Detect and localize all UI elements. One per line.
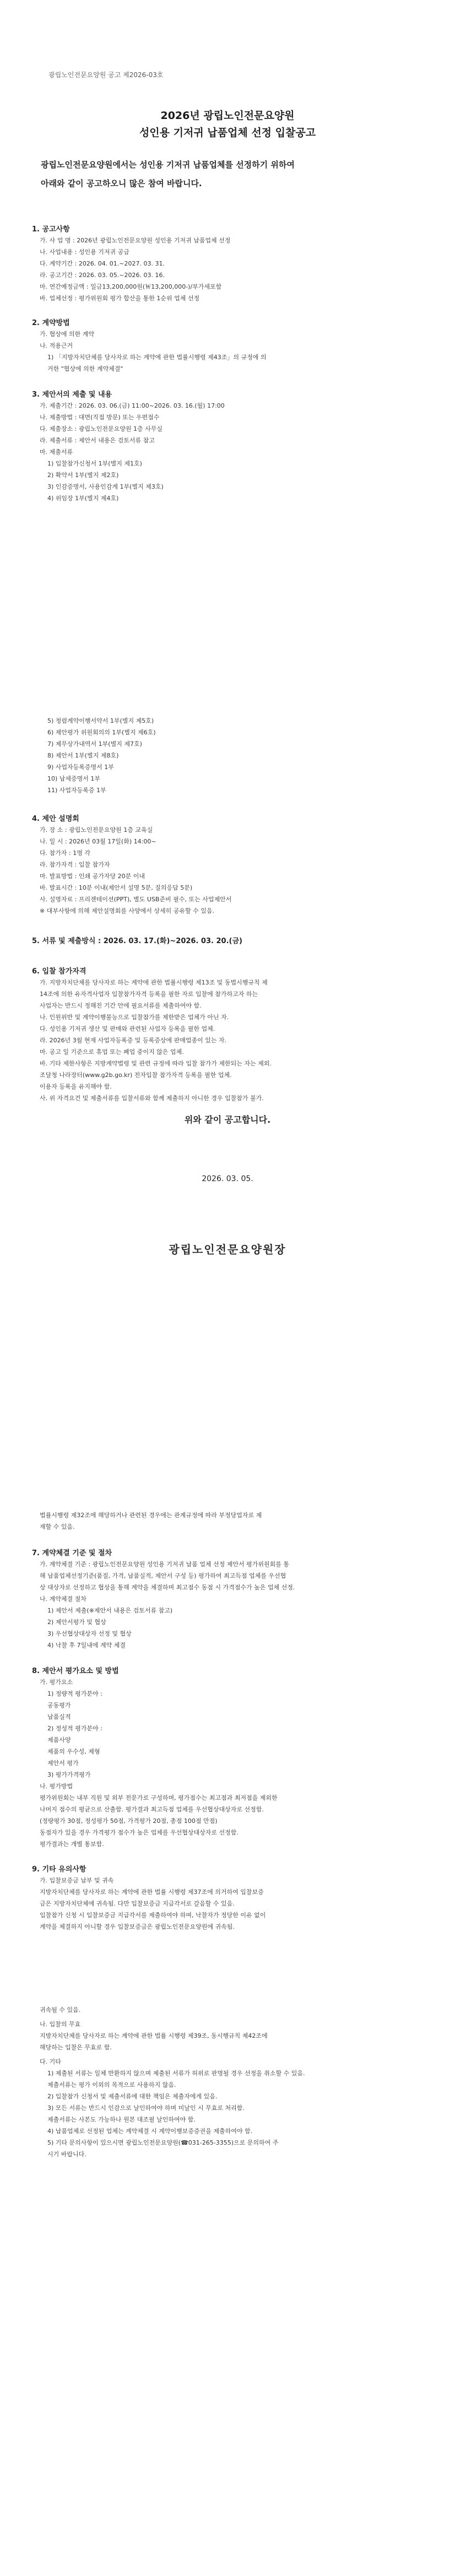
document-page-2 <box>0 600 455 1449</box>
section-8-line: 가. 평가요소 <box>40 1679 73 1686</box>
section-2-item: 나. 적용근거 <box>40 342 73 349</box>
section-4-item: 나. 일 시 : 2026년 03월 17일(화) 14:00~ <box>40 838 156 845</box>
section-4-item: 사. 설명자료 : 프리젠테이션(PPT), 별도 USB준비 필수, 또는 사업제안서 <box>40 896 232 903</box>
section-8-line: 2) 정성적 평가분야 : <box>47 1725 102 1732</box>
section-8-line: 제품사양 <box>47 1736 71 1744</box>
intro-line1: 광립노인전문요양원에서는 성인용 기저귀 납품업체를 선정하기 위하여 <box>41 160 295 170</box>
section-3-item: 가. 제출기간 : 2026. 03. 06.(금) 11:00~2026. 03. 16.(월) 17:00 <box>40 402 225 409</box>
section-2-item: 가. 협상에 의한 계약 <box>40 331 94 338</box>
section-3-item: 4) 위임장 1부(별지 제4호) <box>47 495 119 502</box>
section-9-line: 지방자치단체를 당사자로 하는 계약에 관한 법률 시행령 제39조, 동시행규칙 제42조에 <box>40 2032 268 2039</box>
section-3-item: 10) 납세증명서 1부 <box>47 775 101 782</box>
section-9-line: 다. 기타 <box>40 2058 61 2065</box>
section-4-item: 바. 발표시간 : 10분 이내(제안서 설명 5분, 질의응답 5분) <box>40 884 193 891</box>
section-3-item: 8) 제안서 1부(별지 제8호) <box>47 752 119 759</box>
section-6-line: 다. 성인용 기저귀 생산 및 판매와 관련된 사업자 등록을 필한 업체. <box>40 1025 215 1032</box>
section-3-item: 6) 제안평가 위원회의의 1부(별지 제6호) <box>47 729 156 736</box>
document-title-line2: 성인용 기저귀 납품업체 선정 입찰공고 <box>139 127 316 139</box>
section-3-heading: 3. 제안서의 제출 및 내용 <box>32 391 112 399</box>
section-3-item: 5) 청렴계약이행서약서 1부(별지 제5호) <box>47 717 154 724</box>
section-6-line: 사. 위 자격요건 및 제출서류를 입찰서류와 함께 제출하지 아니한 경우 입찰참가 불가. <box>40 1095 264 1102</box>
section-8-line: 3) 평가가격평가 <box>47 1771 91 1778</box>
section-3-item: 7) 제무상가내역서 1부(별지 제7호) <box>47 740 142 748</box>
section-3-item: 나. 제출방법 : 대면(직접 방문) 또는 우편접수 <box>40 414 160 421</box>
section-6-line: 나. 인원위반 및 계약이행불능으로 입찰참가를 제한받은 업체가 아닌 자. <box>40 1014 229 1021</box>
section-9-line: 계약을 체결하지 아니할 경우 입찰보증금은 광립노인전문요양원에 귀속됨. <box>40 1923 235 1930</box>
section-7-line: 상 대상자로 선정하고 협상을 통해 계약을 체결하며 최고점수 동점 시 가격점수가 높은 업체 선정. <box>40 1584 295 1591</box>
section-1-item: 바. 업체선정 : 평가위원회 평가 합산을 통한 1순위 업체 선정 <box>40 295 200 302</box>
section-6-line: 사업자는 반드시 정해진 기간 안에 필요서류를 제출하여야 함. <box>40 1002 202 1009</box>
section-8-line: 동점자가 있을 경우 가격평가 점수가 높은 업체를 우선협상대상자로 선정함. <box>40 1829 239 1836</box>
section-7-line: 2) 제안서평가 및 협상 <box>47 1619 106 1626</box>
section-8-line: 나머지 점수의 평균으로 산출함. 평가결과 최고득점 업체를 우선협상대상자로 선정함. <box>40 1806 264 1813</box>
section-9-line: 입찰참가 신청 시 입찰보증금 지급각서를 제출하여야 하며, 낙찰자가 정당한 이유 없이 <box>40 1912 266 1919</box>
section-2-heading: 2. 계약방법 <box>32 319 70 327</box>
section-9-line: 해당하는 입찰은 무효로 함. <box>40 2044 112 2051</box>
section-9-line: 금은 지방자치단체에 귀속됨. 다만 입찰보증금 지급각서로 갈음할 수 있음. <box>40 1900 235 1907</box>
section-6-line: 마. 공고 일 기준으로 휴업 또는 폐업 중이지 않은 업체. <box>40 1048 184 1056</box>
section-1-item: 나. 사업내용 : 성인용 기저귀 공급 <box>40 248 129 256</box>
section-6-line: 바. 기타 제한사항은 지방계약법령 및 관련 규정에 따라 입찰 참가가 제한되는 자는 제외. <box>40 1060 272 1067</box>
section-7-line: 1) 제안서 제출(※제안서 내용은 검토서류 참고) <box>47 1607 173 1614</box>
section-6-line: 라. 2026년 3월 현재 사업자등록증 및 등록증상에 판매업종이 있는 자. <box>40 1037 227 1044</box>
section-4-item: 가. 장 소 : 광립노인전문요양원 1층 교육실 <box>40 826 153 834</box>
section-9-line: 지방자치단체를 당사자로 하는 계약에 관한 법률 시행령 제37조에 의거하여 입찰보증 <box>40 1888 264 1896</box>
closing-date: 2026. 03. 05. <box>202 1175 253 1183</box>
section-3-item: 3) 인감증명서, 사용인감계 1부(별지 제3호) <box>47 483 164 490</box>
section-6-line: 가. 지방자치단체를 당사자로 하는 계약에 관한 법률시행령 제13조 및 동법시행규칙 제 <box>40 979 268 986</box>
closing-notice: 위와 같이 공고합니다. <box>184 1114 271 1125</box>
section-4-item: 다. 참가자 : 1명 각 <box>40 849 90 857</box>
section-4-heading: 4. 제안 설명회 <box>32 815 79 823</box>
notice-header: 광립노인전문요양원 공고 제2026-03호 <box>48 71 164 79</box>
section-8-line: 제품의 우수성, 제형 <box>47 1748 100 1755</box>
document-page-3 <box>0 1449 455 2000</box>
section-9-line: 5) 기타 문의사항이 있으시면 광립노인전문요양원(☎031-265-3355)으로 문의하여 주 <box>47 2139 279 2146</box>
section-3-item: 1) 입찰참가신청서 1부(별지 제1호) <box>47 460 142 467</box>
section-3-item: 11) 사업자등록증 1부 <box>47 787 106 794</box>
section-9-line: 2) 입찰참가 신청서 및 제출서류에 대한 책임은 제출자에게 있음. <box>47 2093 218 2100</box>
section-1-item: 라. 공고기간 : 2026. 03. 05.~2026. 03. 16. <box>40 272 165 279</box>
section-1-item: 마. 연간예정금액 : 일금13,200,000원(￦13,200,000-)/부가세포함 <box>40 283 222 290</box>
section-9-line: 3) 모든 서류는 반드시 인감으로 날인하여야 하며 미날인 시 무효로 처리함. <box>47 2104 245 2112</box>
section-6-line: 재할 수 있음. <box>40 1523 75 1530</box>
section-8-line: 납품실적 <box>47 1713 71 1720</box>
section-9-line: 제출서류는 사본도 가능하나 원본 대조필 날인하여야 함. <box>47 2116 196 2123</box>
section-7-line: 해 납품업체선정기준(품질, 가격, 납품실적, 제안서 구성 등) 평가하여 최고득점 업체를 우선협 <box>40 1572 286 1579</box>
section-2-item: 거한 "협상에 의한 계약체결" <box>47 365 123 372</box>
section-7-line: 나. 계약체결 절차 <box>40 1595 86 1603</box>
section-8-line: 제안서 평가 <box>47 1760 79 1767</box>
section-7-heading: 7. 계약체결 기준 및 절차 <box>32 1549 112 1557</box>
section-6-line: 조달청 나라장터(www.g2b.go.kr) 전자입찰 참가자격 등록을 필한 업체. <box>40 1071 232 1079</box>
section-3-item: 다. 제출장소 : 광립노인전문요양원 1층 사무실 <box>40 425 162 432</box>
section-2-item: 1) 「지방자치단체를 당사자로 하는 계약에 관한 법률시행령 제43조」의 규정에 의 <box>47 354 267 361</box>
section-4-item: ※ 대부사항에 의해 제안설명회를 사양에서 상세히 공유할 수 있음. <box>40 907 214 914</box>
section-4-item: 라. 참가자격 : 입찰 참가자 <box>40 861 110 868</box>
section-7-line: 가. 계약체결 기준 : 광립노인전문요양원 성인용 기저귀 납품 업체 선정 제안서 평가위원회를 통 <box>40 1561 289 1568</box>
section-9-line: 시기 바랍니다. <box>47 2151 86 2158</box>
section-9-line: 4) 납품업체로 선정된 업체는 계약체결 시 계약이행보증증권을 제출하여야 함. <box>47 2128 253 2135</box>
section-8-heading: 8. 제안서 평가요소 및 방법 <box>32 1667 119 1675</box>
section-9-line: 귀속될 수 있음. <box>40 2006 81 2014</box>
document-title-line1: 2026년 광립노인전문요양원 <box>160 110 295 122</box>
section-8-line: 평가위원회는 내부 직원 및 외부 전문가로 구성하며, 평가점수는 최고점과 최저점을 제외한 <box>40 1794 278 1801</box>
section-4-item: 마. 발표방법 : 인쇄 공가자당 20분 이내 <box>40 873 145 880</box>
section-3-item: 라. 제출서류 : 제안서 내용은 검토서류 참고 <box>40 437 155 444</box>
section-9-line: 나. 입찰의 무효 <box>40 2021 81 2028</box>
section-6-line: 법률시행령 제32조에 해당하거나 관련된 경우에는 관계규정에 따라 부정당업자로 제 <box>40 1512 262 1519</box>
intro-line2: 아래와 같이 공고하오니 많은 참여 바랍니다. <box>41 178 202 188</box>
section-8-line: 나. 평가방법 <box>40 1783 73 1790</box>
section-6-line: 14조에 의한 유자격사업자 입찰참가자격 등록을 필한 자로 입찰에 참가하고자 하는 <box>40 991 258 998</box>
section-9-line: 제출서류는 평가 이외의 목적으로 사용하지 않음. <box>47 2081 176 2088</box>
section-8-line: (정량평가 30점, 정성평가 50점, 가격평가 20점, 총점 100점 만점) <box>40 1817 218 1825</box>
section-8-line: 공동평가 <box>47 1702 71 1709</box>
section-3-item: 마. 제출서류 <box>40 448 73 456</box>
section-8-line: 평가결과는 개별 통보함. <box>40 1841 104 1848</box>
section-9-line: 가. 입찰보증금 납부 및 귀속 <box>40 1877 114 1884</box>
section-9-line: 1) 제출된 서류는 일체 반환하지 않으며 제출된 서류가 허위로 판명될 경우 선정을 취소할 수 있음. <box>47 2070 305 2077</box>
section-6-line: 이용자 등록을 유지해야 함. <box>40 1083 112 1090</box>
section-7-line: 4) 낙찰 후 7일내에 계약 체결 <box>47 1642 126 1649</box>
issuer-signature: 광립노인전문요양원장 <box>169 1243 286 1256</box>
section-1-item: 다. 계약기간 : 2026. 04. 01.~2027. 03. 31. <box>40 260 165 267</box>
document-page-4 <box>0 2000 455 2576</box>
section-1-heading: 1. 공고사항 <box>32 225 70 234</box>
section-6-heading: 6. 입찰 참가자격 <box>32 967 86 976</box>
section-1-item: 가. 사 업 명 : 2026년 광립노인전문요양원 성인용 기저귀 납품업체 선정 <box>40 237 231 244</box>
section-3-item: 2) 확약서 1부(별지 제2호) <box>47 472 119 479</box>
section-3-item: 9) 사업자등록증명서 1부 <box>47 764 114 771</box>
document-page-1 <box>0 0 455 600</box>
section-8-line: 1) 정량적 평가분야 : <box>47 1690 102 1697</box>
section-7-line: 3) 우선협상대상자 선정 및 협상 <box>47 1630 132 1637</box>
section-5-heading: 5. 서류 및 제출방식 : 2026. 03. 17.(화)~2026. 03. 20.(금) <box>32 937 242 945</box>
section-9-heading: 9. 기타 유의사항 <box>32 1865 86 1874</box>
